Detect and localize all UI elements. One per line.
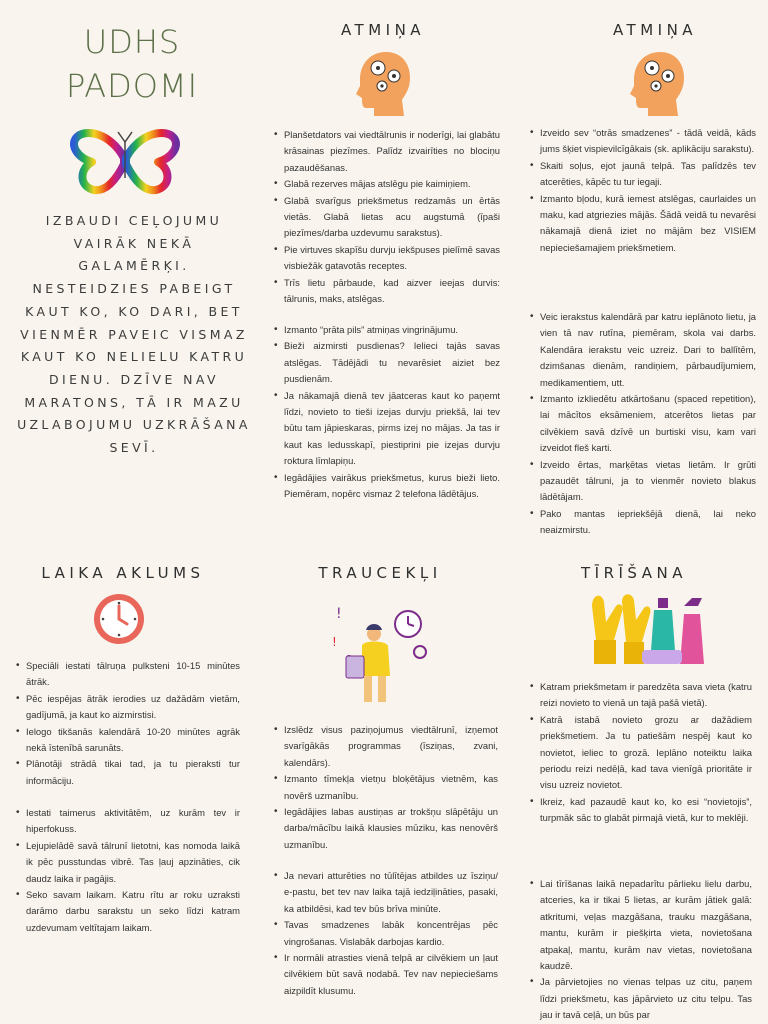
list-item: • Glabā rezerves mājas atslēgu pie kaimiņiem. xyxy=(284,176,500,192)
list-item: • Katrā istabā novieto grozu ar dažādiem priekšmetiem. Ja tu patiešām nespēj kaut ko novietot, ieliec to grozā. Ieplāno noteiktu laika periodu reizi nedēļā, kad tava vienīgā prioritāte ir visu uzreiz novietot. xyxy=(540,712,752,794)
page-title: UDHS PADOMI xyxy=(65,23,198,105)
atmina2-list-2 xyxy=(528,309,756,539)
section-title-tirisana: TĪRĪŠANA xyxy=(581,564,687,582)
traucekli-list-1 xyxy=(272,722,498,853)
list-item: • Izmanto izkliedētu atkārtošanu (spaced repetition), lai mācītos eksāmeniem, atcerētos lietas par cilvēkiem savā dzīvē un burtiski visu, kam vari izveidot fleš karti. xyxy=(540,391,756,457)
list-item: • Izmanto bļodu, kurā iemest atslēgas, caurlaides un maku, kad atgriezies mājās. Šādā veidā tu nevarēsi nākamajā dienā iziet no mājām bez VISIEM nepieciešamajiem priekšmetiem. xyxy=(540,191,756,257)
laika-list-2 xyxy=(14,805,240,936)
list-item: • Glabā svarīgus priekšmetus redzamās un ērtās vietās. Glabā lietas acu augstumā (īpaši piezīmes/darba uzdevumu sarakstus). xyxy=(284,193,500,242)
list-item: • Ir normāli atrasties vienā telpā ar cilvēkiem un ļaut cilvēkiem būt savā nodabā. Tev nav nepieciešams aizpildīt klusumu. xyxy=(284,950,498,999)
section-title-traucekli: TRAUCEKĻI xyxy=(318,564,442,582)
svg-text:!: ! xyxy=(336,606,342,622)
clock-icon xyxy=(92,592,146,646)
list-item: • Lai tīrīšanas laikā nepadarītu pārlieku lielu darbu, atceries, ka ir tikai 5 lietas, ar kurām jātiek galā: atkritumi, veļas mazgāšana, trauku mazgāšana, mantu, kurām ir piešķirta vieta, novietošana atpakaļ, mantu, kurām nav vietas, novietošana kaudzē. xyxy=(540,876,752,974)
section-title-laika-aklums: LAIKA AKLUMS xyxy=(41,564,205,582)
butterfly-icon xyxy=(70,128,180,196)
list-item: • Iestati taimerus aktivitātēm, uz kurām tev ir hiperfokuss. xyxy=(26,805,240,838)
list-item: • Pie virtuves skapīšu durvju iekšpuses pielīmē savas visbiežāk gatavotās receptes. xyxy=(284,242,500,275)
head-gears-icon xyxy=(626,50,686,118)
list-item: • Izveido ērtas, marķētas vietas lietām. Ir grūti pazaudēt tālruni, ja to vienmēr novieto blakus lādētājam. xyxy=(540,457,756,506)
list-item: • Skaiti soļus, ejot jaunā telpā. Tas palīdzēs tev atcerēties, kāpēc tu tur iegaji. xyxy=(540,158,756,191)
list-item: • Pēc iespējas ātrāk ierodies uz dažādām vietām, gadījumā, ja kaut ko aizmirstisi. xyxy=(26,691,240,724)
list-item: • Speciāli iestati tālruņa pulksteni 10-15 minūtes ātrāk. xyxy=(26,658,240,691)
list-item: • Izmanto “prāta pils” atmiņas vingrinājumu. xyxy=(284,322,500,338)
atmina1-list-2 xyxy=(272,322,500,502)
list-item: • Pako mantas iepriekšējā dienā, lai neko neaizmirstu. xyxy=(540,506,756,539)
intro-quote: IZBAUDI CEĻOJUMU VAIRĀK NEKĀ GALAMĒRĶI. NESTEIDZIES PABEIGT KAUT KO, KO DARI, BET VIENMĒR PAVEIC VISMAZ KAUT KO NELIELU KATRU DIENU. DZĪVE NAV MARATONS, TĀ IR MAZU UZLABOJUMU UZKRĀŠANA SEVĪ. xyxy=(17,213,251,456)
list-item: • Izmanto tīmekļa vietņu bloķētājus vietnēm, kas novērš uzmanību. xyxy=(284,771,498,804)
svg-text:!: ! xyxy=(332,635,337,649)
list-item: • Iegādājies vairākus priekšmetus, kurus bieži lieto. Piemēram, nopērc vismaz 2 telefona lādētājus. xyxy=(284,470,500,503)
list-item: • Ja nevari atturēties no tūlītējas atbildes uz īsziņu/ e-pastu, bet tev nav laika tajā iedziļināties, pasaki, ka atbildēsi, kad tev būs brīva minūte. xyxy=(284,868,498,917)
list-item: • Plānotāji strādā tikai tad, ja tu pieraksti tur informāciju. xyxy=(26,756,240,789)
list-item: • Bieži aizmirsti pusdienas? Ielieci tajās savas atslēgas. Tādējādi tu nevarēsiet aiziet bez pusdienām. xyxy=(284,338,500,387)
laika-list-1 xyxy=(14,658,240,789)
distracted-person-icon xyxy=(324,594,434,706)
cleaning-supplies-icon xyxy=(582,588,712,670)
traucekli-list-2 xyxy=(272,868,498,999)
list-item: • Izslēdz visus paziņojumus viedtālrunī, izņemot svarīgākās programmas (īsziņas, zvani, kalendārs). xyxy=(284,722,498,771)
section-title-atmina: ATMIŅA xyxy=(340,21,426,39)
list-item: • Ja pārvietojies no vienas telpas uz citu, paņem līdzi priekšmetu, kas jāpārvieto uz citu telpu. Tas jau ir tavā ceļā, un būs par xyxy=(540,974,752,1023)
tirisana-list-2 xyxy=(528,876,752,1024)
list-item: • Planšetdators vai viedtālrunis ir noderīgi, lai glabātu krāsainas piezīmes. Palīdz izvairīties no blociņu pazaudēšanas. xyxy=(284,127,500,176)
list-item: • Trīs lietu pārbaude, kad aizver ieejas durvis: tālrunis, maks, atslēgas. xyxy=(284,275,500,308)
section-title-atmina-2: ATMIŅA xyxy=(612,21,698,39)
list-item: • Tavas smadzenes labāk koncentrējas pēc vingrošanas. Vislabāk darbojas kardio. xyxy=(284,917,498,950)
list-item: • Seko savam laikam. Katru rītu ar roku uzraksti darāmo darbu sarakstu un seko līdzi katram uzdevumam veltītajam laikam. xyxy=(26,887,240,936)
head-gears-icon xyxy=(352,50,412,118)
list-item: • Veic ierakstus kalendārā par katru ieplānoto lietu, ja vien tā nav rutīna, piemēram, skola vai darbs. Kalendāra ierakstu veic uzreiz. Dari to ballītēm, dzimšanas dienām, randiņiem, pārbaudījumiem, medikamentiem, utt. xyxy=(540,309,756,391)
list-item: • Iegādājies labas austiņas ar trokšņu slāpētāju un darba/mācību laikā klausies mūziku, kas nenovērš uzmanību. xyxy=(284,804,498,853)
list-item: • Izveido sev “otrās smadzenes” - tādā veidā, kāds jums šķiet vispievilcīgākais (sk. aplikāciju sarakstu). xyxy=(540,125,756,158)
atmina2-list-1 xyxy=(528,125,756,256)
list-item: • Ja nākamajā dienā tev jāatceras kaut ko paņemt līdzi, novieto to tieši izejas durvju priekšā, lai tev būtu tam jāpieskaras, pirms izej no mājas. Ja tas ir kaut kas ledusskapī, piestiprini pie izejas durvju roktura līmlapiņu. xyxy=(284,388,500,470)
list-item: • Katram priekšmetam ir paredzēta sava vieta (katru reizi novieto to vienā un tajā pašā vietā). xyxy=(540,679,752,712)
atmina1-list-1 xyxy=(272,127,500,307)
list-item: • Ielogo tikšanās kalendārā 10-20 minūtes agrāk nekā īstenībā sarunāts. xyxy=(26,724,240,757)
list-item: • Ikreiz, kad pazaudē kaut ko, ko esi “novietojis”, turpmāk sāc to glabāt pirmajā vietā, kur to meklēji. xyxy=(540,794,752,827)
list-item: • Lejupielādē savā tālrunī lietotni, kas nomoda laikā ik pēc pusstundas vibrē. Tas ļauj apzināties, cik daudz laika ir pagājis. xyxy=(26,838,240,887)
tirisana-list-1 xyxy=(528,679,752,827)
